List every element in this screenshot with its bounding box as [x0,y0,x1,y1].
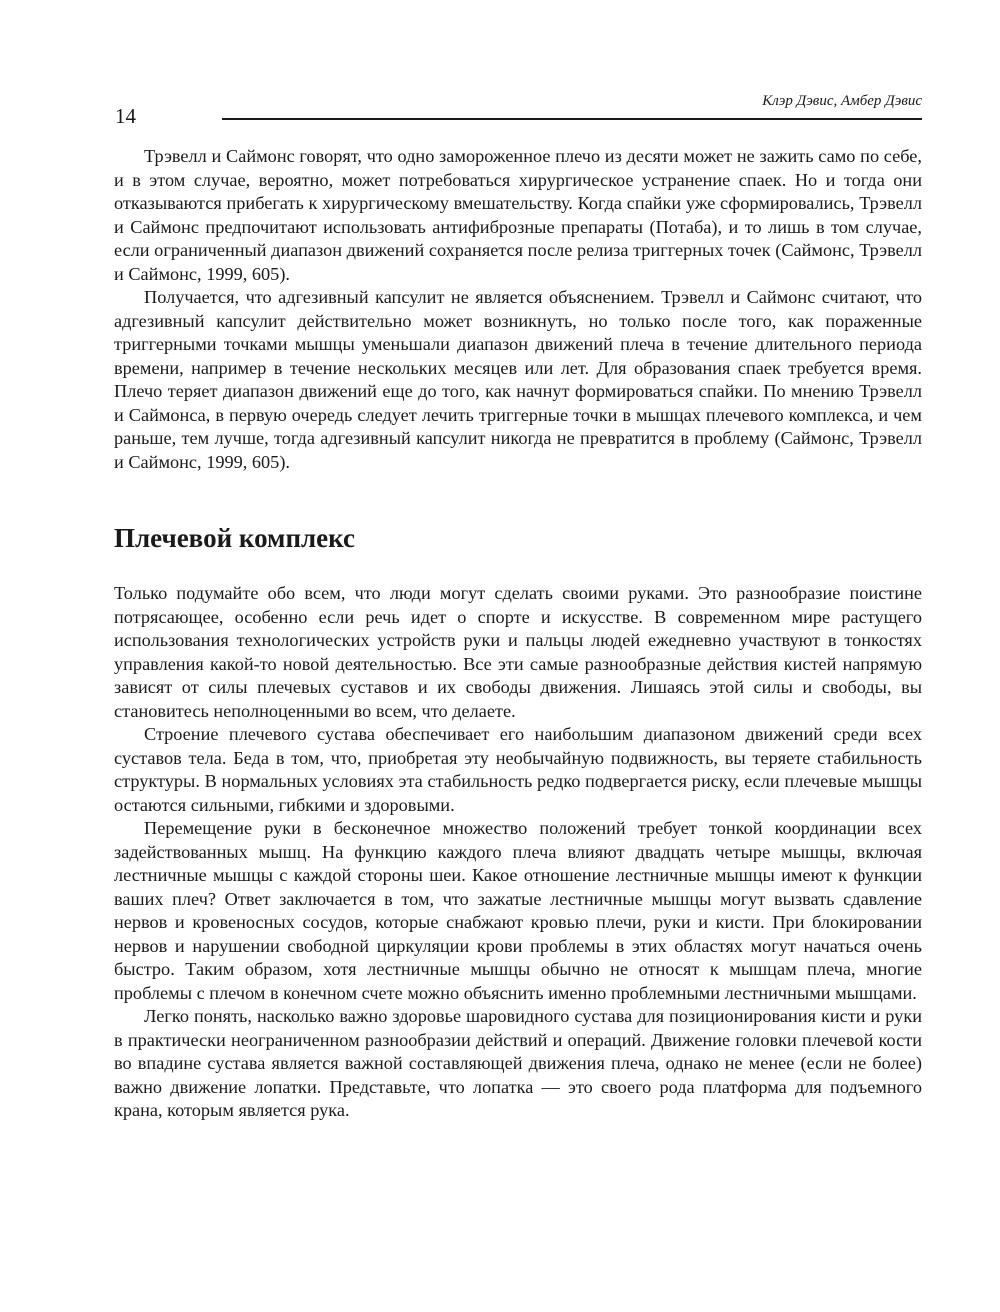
page-number: 14 [115,104,136,128]
body-paragraph: Только подумайте обо всем, что люди могут сделать своими руками. Это разнообразие поистине потрясающее, особенно если речь идет о спорте и искусстве. В современном мире растущего использования технологических устройств руки и пальцы людей ежедневно участвуют в тонкостях управления какой-то новой деятельностью. Все эти самые разнообразные действия кистей напрямую зависят от силы плечевых суставов и их свободы движения. Лишаясь этой силы и свободы, вы становитесь неполноценными во всем, что делаете. [114,583,922,721]
section-spacer [114,553,922,582]
running-head: Клэр Дэвис, Амбер Дэвис [762,93,922,109]
body-paragraph: Перемещение руки в бесконечное множество положений требует тонкой координации всех задействованных мышц. На функцию каждого плеча влияют двадцать четыре мышцы, включая лестничные мышцы с каждой стороны шеи. Какое отношение лестничные мышцы имеют к функции ваших плеч? Ответ заключается в том, что зажатые лестничные мышцы могут вызвать сдавление нервов и кровеносных сосудов, которые снабжают кровью плечи, руки и кисти. При блокировании нервов и нарушении свободной циркуляции крови проблемы в этих областях могут начаться очень быстро. Таким образом, хотя лестничные мышцы обычно не относят к мышцам плеча, многие проблемы с плечом в конечном счете можно объяснить именно проблемными лестничными мышцами. [114,818,922,1003]
header-rule [222,118,922,120]
body-paragraph: Легко понять, насколько важно здоровье шаровидного сустава для позиционирования кисти и руки в практически неограниченном разнообразии действий и операций. Движение головки плечевой кости во впадине сустава является важной составляющей движения плеча, однако не менее (если не более) важно движение лопатки. Представьте, что лопатка — это своего рода платформа для подъемного крана, которым является рука. [114,1006,922,1120]
body-paragraph: Строение плечевого сустава обеспечивает его наибольшим диапазоном движений среди всех суставов тела. Беда в том, что, приобретая эту необычайную подвижность, вы теряете стабильность структуры. В нормальных условиях эта стабильность редко подвергается риску, если плечевые мышцы остаются сильными, гибкими и здоровыми. [114,724,922,815]
section-heading: Плечевой комплекс [114,523,356,553]
page-content [114,145,922,1123]
body-paragraph: Получается, что адгезивный капсулит не является объяснением. Трэвелл и Саймонс считают, что адгезивный капсулит действительно может возникнуть, но только после того, как пораженные триггерными точками мышцы уменьшали диапазон движений плеча в течение длительного периода времени, например в течение нескольких месяцев или лет. Для образования спаек требуется время. Плечо теряет диапазон движений еще до того, как начнут формироваться спайки. По мнению Трэвелл и Саймонса, в первую очередь следует лечить триггерные точки в мышцах плечевого комплекса, и чем раньше, тем лучше, тогда адгезивный капсулит никогда не превратится в проблему (Саймонс, Трэвелл и Саймонс, 1999, 605). [114,287,922,472]
body-paragraph: Трэвелл и Саймонс говорят, что одно замороженное плечо из десяти может не зажить само по себе, и в этом случае, вероятно, может потребоваться хирургическое устранение спаек. Но и тогда они отказываются прибегать к хирургическому вмешательству. Когда спайки уже сформировались, Трэвелл и Саймонс предпочитают использовать антифиброзные препараты (Потаба), и то лишь в том случае, если ограниченный диапазон движений сохраняется после релиза триггерных точек (Саймонс, Трэвелл и Саймонс, 1999, 605). [114,146,922,284]
